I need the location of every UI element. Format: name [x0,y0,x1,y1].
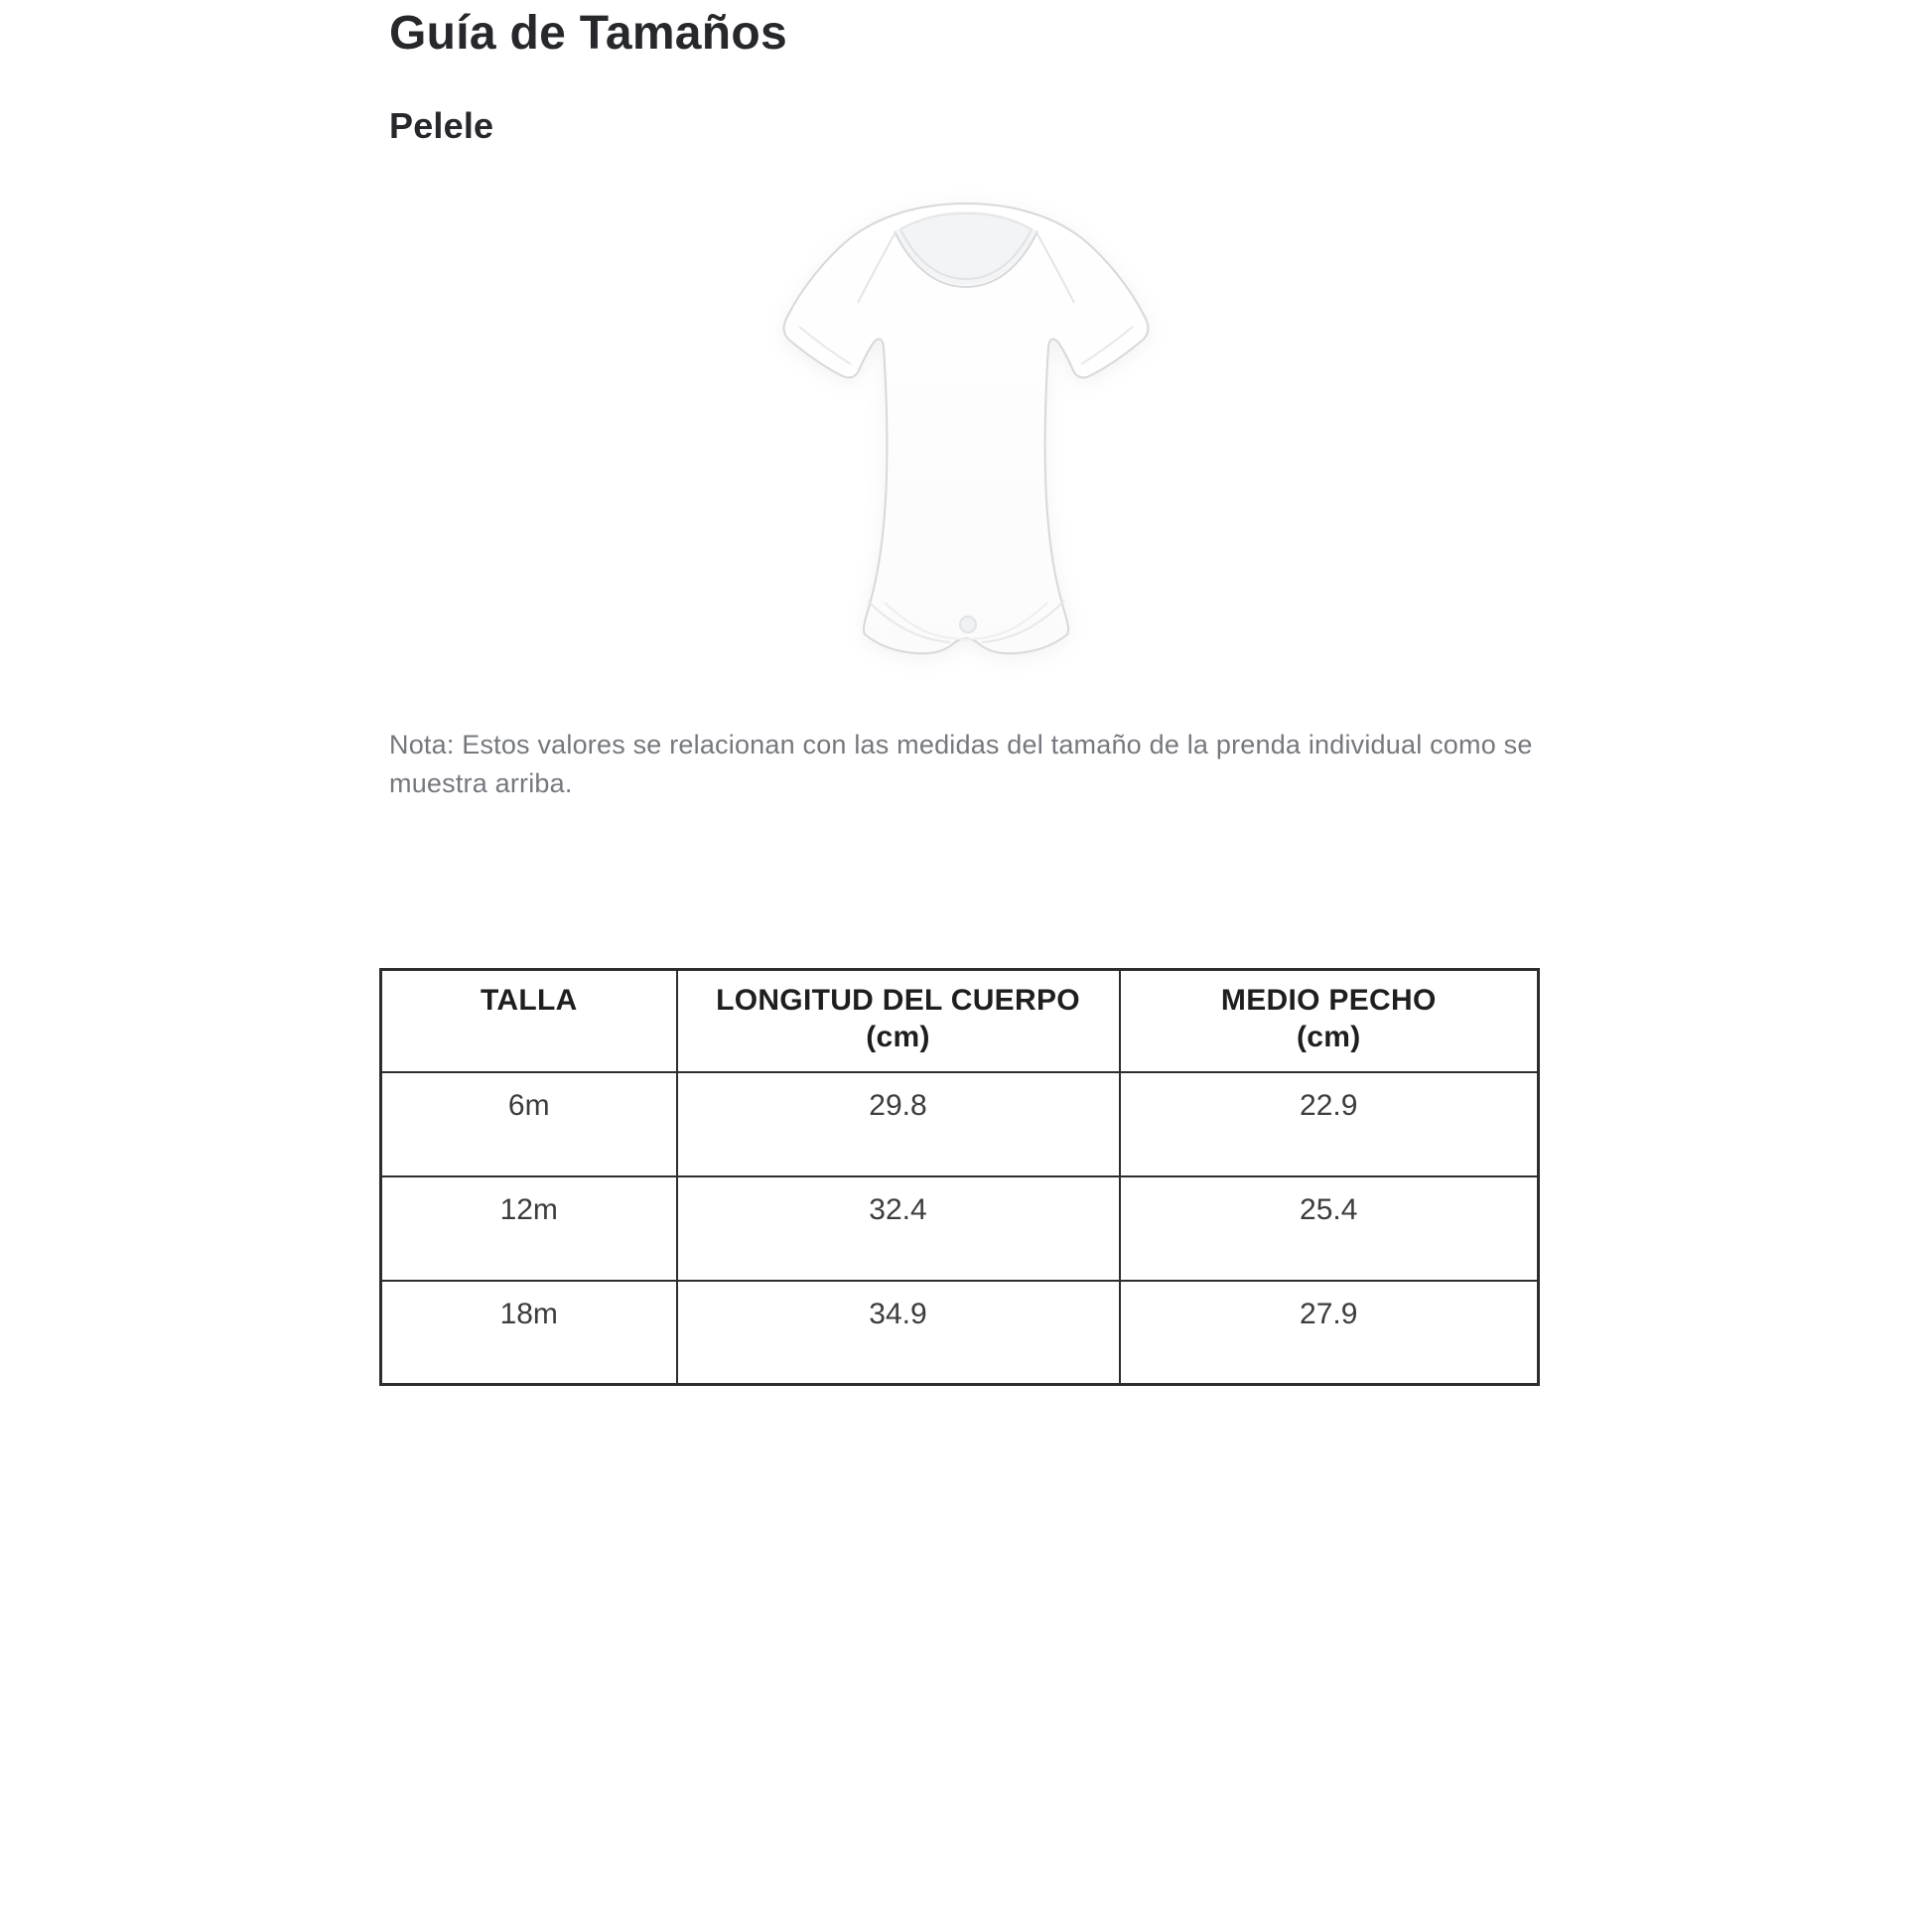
column-label: MEDIO PECHO [1220,984,1437,1017]
column-unit: (cm) [866,1021,930,1053]
half-chest-cell: 22.9 [1120,1072,1539,1176]
page-title: Guía de Tamaños [389,7,788,60]
table-row [381,1072,1539,1176]
table-row [381,1281,1539,1385]
size-cell: 12m [381,1176,677,1281]
column-label: TALLA [480,984,578,1017]
table-row [381,1176,1539,1281]
header-row [381,970,1539,1072]
column-unit: (cm) [1296,1021,1361,1053]
size-cell: 6m [381,1072,677,1176]
half-chest-cell: 27.9 [1120,1281,1539,1385]
garment-name: Pelele [389,105,494,146]
column-header-talla [381,970,677,1072]
column-label: LONGITUD DEL CUERPO [716,984,1080,1017]
size-cell: 18m [381,1281,677,1385]
half-chest-cell: 25.4 [1120,1176,1539,1281]
body-length-cell: 29.8 [677,1072,1120,1176]
column-header-pecho [1120,970,1539,1072]
measurement-note: Nota: Estos valores se relacionan con las medidas del tamaño de la prenda individual como se muestra arriba. [389,730,1533,798]
size-table [379,968,1540,1386]
body-length-cell: 34.9 [677,1281,1120,1385]
bodysuit-image [756,175,1176,681]
body-length-cell: 32.4 [677,1176,1120,1281]
column-header-longitud [677,970,1120,1072]
baby-bodysuit-icon [756,175,1176,681]
